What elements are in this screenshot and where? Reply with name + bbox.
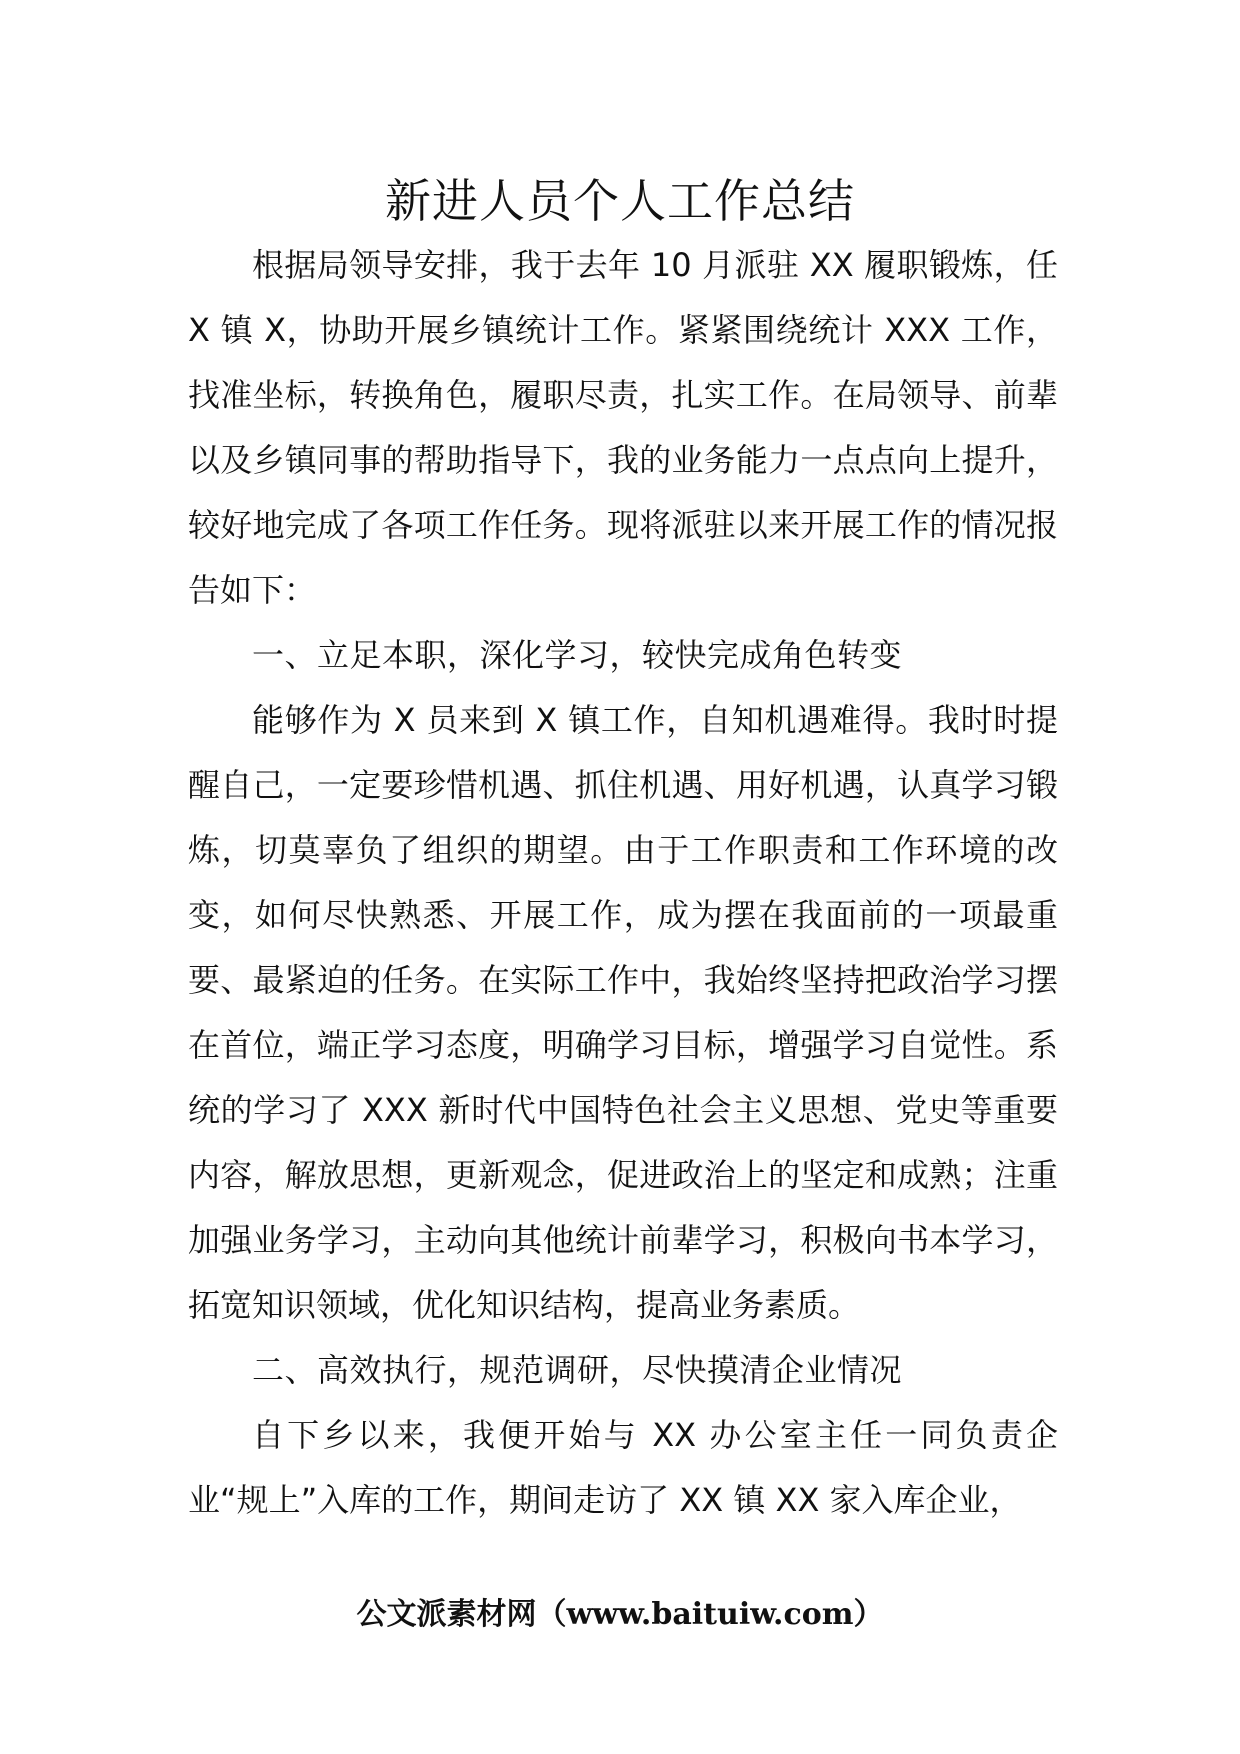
intro-paragraph: 根据局领导安排，我于去年 10 月派驻 XX 履职锻炼，任 X 镇 X，协助开展乡镇统计工作。紧紧围绕统计 XXX 工作，找准坐标，转换角色，履职尽责，扎实工作。在局领导、前辈以及乡镇同事的帮助指导下，我的业务能力一点点向上提升，较好地完成了各项工作任务。现将派驻以来开展工作的情况报告如下： (188, 246, 1058, 609)
section-2-paragraph: 自下乡以来，我便开始与 XX 办公室主任一同负责企业“规上”入库的工作，期间走访了 XX 镇 XX 家入库企业， (188, 1416, 1058, 1519)
document-body (188, 233, 1058, 1533)
document-title: 新进人员个人工作总结 (385, 174, 855, 228)
section-heading-1: 一、立足本职，深化学习，较快完成角色转变 (252, 636, 903, 674)
section-1-paragraph: 能够作为 X 员来到 X 镇工作，自知机遇难得。我时时提醒自己，一定要珍惜机遇、抓住机遇、用好机遇，认真学习锻炼，切莫辜负了组织的期望。由于工作职责和工作环境的改变，如何尽快熟悉、开展工作，成为摆在我面前的一项最重要、最紧迫的任务。在实际工作中，我始终坚持把政治学习摆在首位，端正学习态度，明确学习目标，增强学习自觉性。系统的学习了 XXX 新时代中国特色社会主义思想、党史等重要内容，解放思想，更新观念，促进政治上的坚定和成熟；注重加强业务学习，主动向其他统计前辈学习，积极向书本学习，拓宽知识领域，优化知识结构，提高业务素质。 (188, 701, 1058, 1324)
section-heading-2: 二、高效执行，规范调研，尽快摸清企业情况 (252, 1351, 903, 1389)
footer-source-watermark: 公文派素材网（www.baituiw.com） (356, 1597, 884, 1632)
